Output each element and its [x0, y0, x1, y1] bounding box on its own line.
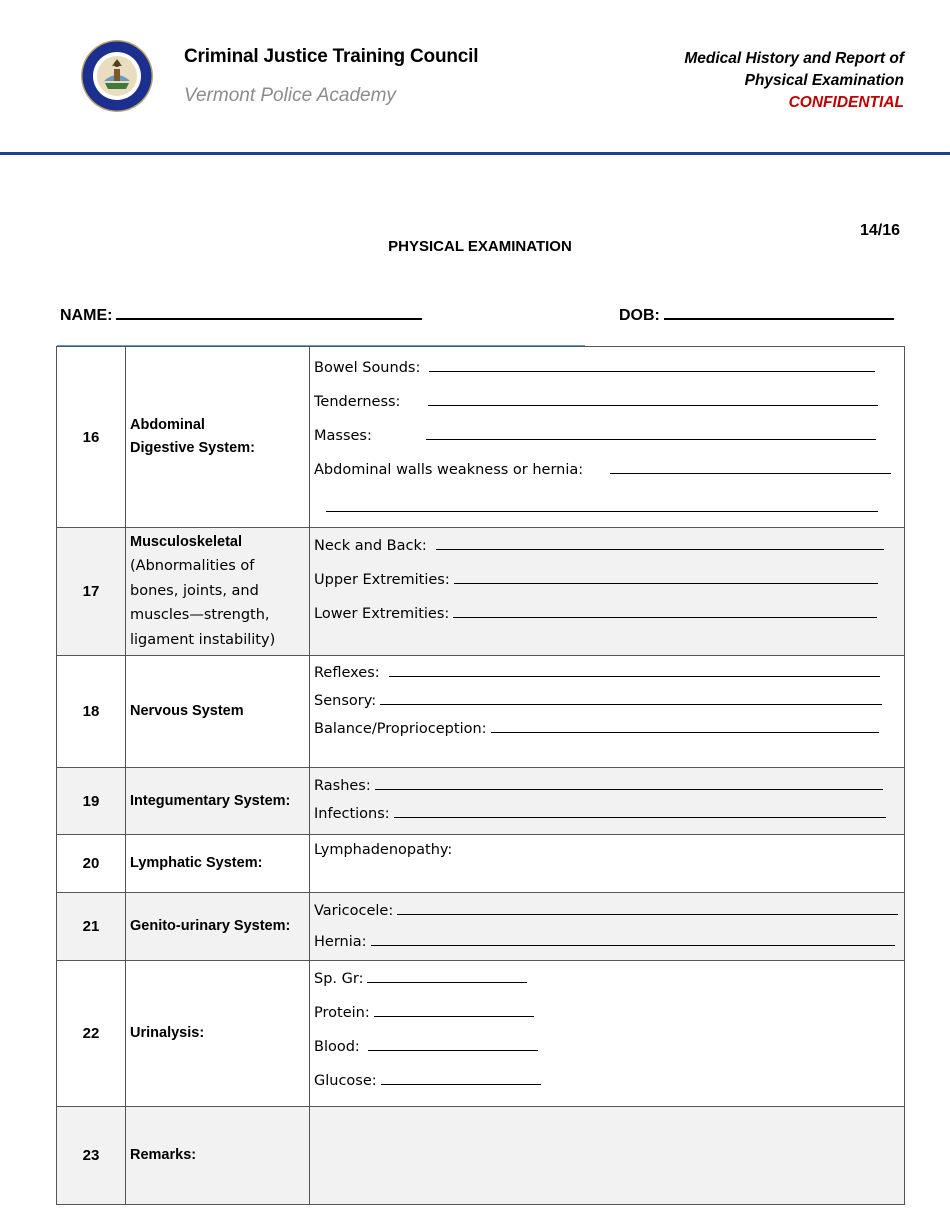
header-rule [0, 152, 950, 155]
system-name [126, 961, 310, 1107]
table-row [57, 835, 905, 893]
field-label: Rashes: [314, 778, 371, 794]
row-number: 20 [57, 835, 126, 893]
system-desc: ligament instability) [130, 631, 276, 648]
field-cell [310, 768, 905, 835]
field-varicocele[interactable] [314, 897, 904, 919]
field-cell[interactable] [310, 835, 905, 893]
field-label: Blood: [314, 1039, 360, 1055]
field-protein[interactable] [314, 999, 904, 1021]
system-line: Remarks: [130, 1147, 197, 1163]
field-line[interactable] [429, 370, 875, 372]
system-name [126, 893, 310, 961]
table-row [57, 961, 905, 1107]
field-rashes[interactable] [314, 772, 904, 794]
row-number: 19 [57, 768, 126, 835]
academy-name: Vermont Police Academy [184, 85, 396, 106]
field-balance[interactable] [314, 715, 904, 737]
system-name [126, 768, 310, 835]
field-line[interactable] [491, 731, 879, 733]
row-number: 18 [57, 656, 126, 768]
table-row [57, 656, 905, 768]
field-line[interactable] [380, 703, 882, 705]
field-hernia-gu[interactable] [314, 928, 904, 950]
field-masses[interactable] [314, 422, 904, 444]
system-name [126, 347, 310, 528]
field-label: Hernia: [314, 934, 367, 950]
field-label: Lower Extremities: [314, 606, 450, 622]
doc-title-line-1: Medical History and Report of [684, 50, 904, 67]
field-line[interactable] [428, 404, 878, 406]
system-line: Integumentary System: [130, 792, 291, 809]
row-number: 17 [57, 528, 126, 656]
system-desc: muscles—strength, [130, 607, 270, 623]
field-line[interactable] [371, 944, 895, 946]
field-label: Neck and Back: [314, 538, 427, 554]
system-line: Nervous System [130, 703, 244, 719]
system-name [126, 656, 310, 768]
name-label: NAME: [60, 307, 113, 324]
field-hernia[interactable] [314, 456, 904, 478]
field-label: Tenderness: [314, 394, 401, 410]
name-field[interactable] [60, 304, 422, 325]
field-line[interactable] [454, 582, 878, 584]
field-line[interactable] [394, 816, 886, 818]
row-number: 23 [57, 1107, 126, 1205]
field-extra-line[interactable] [314, 494, 904, 516]
field-cell [310, 893, 905, 961]
field-line[interactable] [374, 1015, 534, 1017]
field-blood[interactable] [314, 1033, 904, 1055]
field-glucose[interactable] [314, 1067, 904, 1089]
doc-title-line-2: Physical Examination [744, 72, 904, 89]
field-cell [310, 347, 905, 528]
system-desc: bones, joints, and [130, 582, 259, 599]
field-line[interactable] [375, 788, 883, 790]
field-neck-back[interactable] [314, 532, 904, 554]
field-reflexes[interactable] [314, 659, 904, 681]
field-cell [310, 656, 905, 768]
field-line[interactable] [436, 548, 884, 550]
dob-input-line[interactable] [664, 304, 894, 320]
table-row [57, 528, 905, 656]
field-line[interactable] [326, 510, 878, 512]
field-label: Upper Extremities: [314, 572, 450, 588]
field-label: Protein: [314, 1005, 370, 1021]
field-line[interactable] [389, 675, 880, 677]
dob-field[interactable] [619, 304, 894, 325]
field-line[interactable] [453, 616, 877, 618]
field-label: Balance/Proprioception: [314, 721, 487, 737]
field-label: Infections: [314, 806, 390, 822]
field-sensory[interactable] [314, 687, 904, 709]
row-number: 22 [57, 961, 126, 1107]
system-line: Genito-urinary System: [130, 918, 291, 934]
name-input-line[interactable] [116, 304, 422, 320]
table-row [57, 893, 905, 961]
field-line[interactable] [381, 1083, 541, 1085]
system-line: Urinalysis: [130, 1025, 205, 1041]
system-line: Abdominal [130, 417, 205, 433]
field-line[interactable] [367, 981, 527, 983]
dob-label: DOB: [619, 307, 660, 324]
table-row [57, 347, 905, 528]
field-lymphadenopathy: Lymphadenopathy: [314, 842, 453, 858]
field-line[interactable] [610, 472, 891, 474]
field-label: Varicocele: [314, 903, 394, 919]
field-line[interactable] [426, 438, 876, 440]
organization-name: Criminal Justice Training Council [184, 46, 479, 67]
field-line[interactable] [397, 913, 898, 915]
field-line[interactable] [368, 1049, 538, 1051]
system-line: Lymphatic System: [130, 855, 263, 871]
field-label: Sp. Gr: [314, 971, 364, 987]
document-title [684, 48, 904, 114]
system-desc: (Abnormalities of [130, 558, 255, 574]
field-infections[interactable] [314, 800, 904, 822]
exam-table [56, 346, 905, 1205]
field-label: Bowel Sounds: [314, 360, 421, 376]
field-lower-extremities[interactable] [314, 600, 904, 622]
field-cell [310, 528, 905, 656]
system-name [126, 835, 310, 893]
field-sp-gr[interactable] [314, 965, 904, 987]
field-bowel-sounds[interactable] [314, 354, 904, 376]
field-upper-extremities[interactable] [314, 566, 904, 588]
page-number: 14/16 [859, 222, 900, 239]
system-line: Musculoskeletal [130, 534, 243, 550]
field-label: Masses: [314, 428, 372, 444]
field-label: Glucose: [314, 1073, 377, 1089]
system-line: Digestive System: [130, 440, 255, 456]
field-cell [310, 961, 905, 1107]
table-row [57, 1107, 905, 1205]
row-number: 21 [57, 893, 126, 961]
vermont-state-seal-icon [80, 39, 154, 113]
row-number: 16 [57, 347, 126, 528]
system-name [126, 528, 310, 656]
section-title: PHYSICAL EXAMINATION [388, 238, 572, 255]
field-tenderness[interactable] [314, 388, 904, 410]
field-label: Abdominal walls weakness or hernia: [314, 462, 584, 478]
table-row [57, 768, 905, 835]
confidential-label: CONFIDENTIAL [788, 94, 904, 111]
remarks-field[interactable] [310, 1107, 905, 1205]
field-label: Reflexes: [314, 665, 380, 681]
field-label: Sensory: [314, 693, 377, 709]
system-name [126, 1107, 310, 1205]
